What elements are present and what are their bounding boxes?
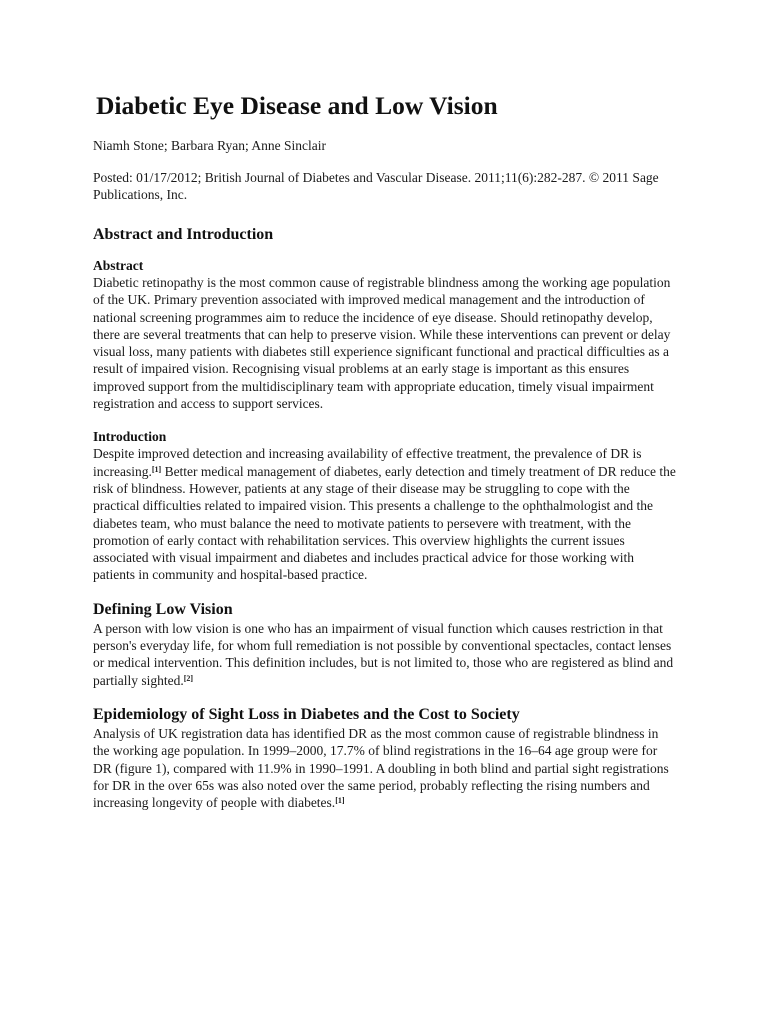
reference-link-1-repeat[interactable]: [1] [335, 796, 345, 806]
article-authors: Niamh Stone; Barbara Ryan; Anne Sinclair [93, 138, 327, 153]
defining-low-vision-paragraph [93, 620, 678, 689]
defining-low-vision-heading: Defining Low Vision [93, 600, 233, 618]
introduction-text-part-1: Despite improved detection and increasing availability of effective treatment, the prevalence of DR is increasing. [93, 446, 642, 479]
defining-low-vision-text: A person with low vision is one who has an impairment of visual function which causes restriction in that person's everyday life, for whom full remediation is not possible by conventional spectacles, contact lenses or medical intervention. This definition includes, but is not limited to, those who are registered as blind and partially sighted. [93, 620, 674, 688]
article-page [93, 0, 678, 811]
article-posted-info: Posted: 01/17/2012; British Journal of Diabetes and Vascular Disease. 2011;11(6):282-287. © 2011 Sage Publications, Inc. [93, 170, 659, 202]
introduction-text-part-2: Better medical management of diabetes, early detection and timely treatment of DR reduce the risk of blindness. However, patients at any stage of their disease may be struggling to cope with the practical difficulties related to impaired vision. This presents a challenge to the ophthalmologist and the diabetes team, who must balance the need to motivate patients to persevere with treatment, with the promotion of early contact with rehabilitation services. This overview highlights the current issues associated with visual impairment and diabetes and includes practical advice for those working with patients in community and hospital-based practice. [93, 463, 676, 583]
abstract-paragraph: Diabetic retinopathy is the most common cause of registrable blindness among the working age population of the UK. Primary prevention associated with improved medical management and the introduction of national screening programmes aim to reduce the incidence of eye disease. Should retinopathy develop, there are several treatments that can help to preserve vision. While these interventions can prevent or delay visual loss, many patients with diabetes still experience significant functional and practical difficulties as a result of impaired vision. Recognising visual problems at an early stage is important as this ensures improved support from the multidisciplinary team with appropriate education, timely visual impairment registration and access to support services. [93, 275, 671, 412]
epidemiology-heading: Epidemiology of Sight Loss in Diabetes and the Cost to Society [93, 705, 520, 723]
abstract-and-introduction-heading: Abstract and Introduction [93, 226, 274, 243]
epidemiology-paragraph [93, 725, 678, 811]
epidemiology-text: Analysis of UK registration data has identified DR as the most common cause of registrable blindness in the working age population. In 1999–2000, 17.7% of blind registrations in the 16–64 age group were for DR (figure 1), compared with 11.9% in 1990–1991. A doubling in both blind and partial sight registrations for DR in the over 65s was also noted over the same period, probably reflecting the rising numbers and increasing longevity of people with diabetes. [93, 725, 669, 811]
article-title: Diabetic Eye Disease and Low Vision [96, 91, 498, 120]
introduction-paragraph [93, 445, 678, 583]
abstract-heading: Abstract [93, 258, 144, 273]
reference-link-2[interactable]: [2] [183, 673, 194, 683]
introduction-heading: Introduction [93, 429, 167, 445]
reference-link-1[interactable]: [1] [151, 464, 162, 474]
